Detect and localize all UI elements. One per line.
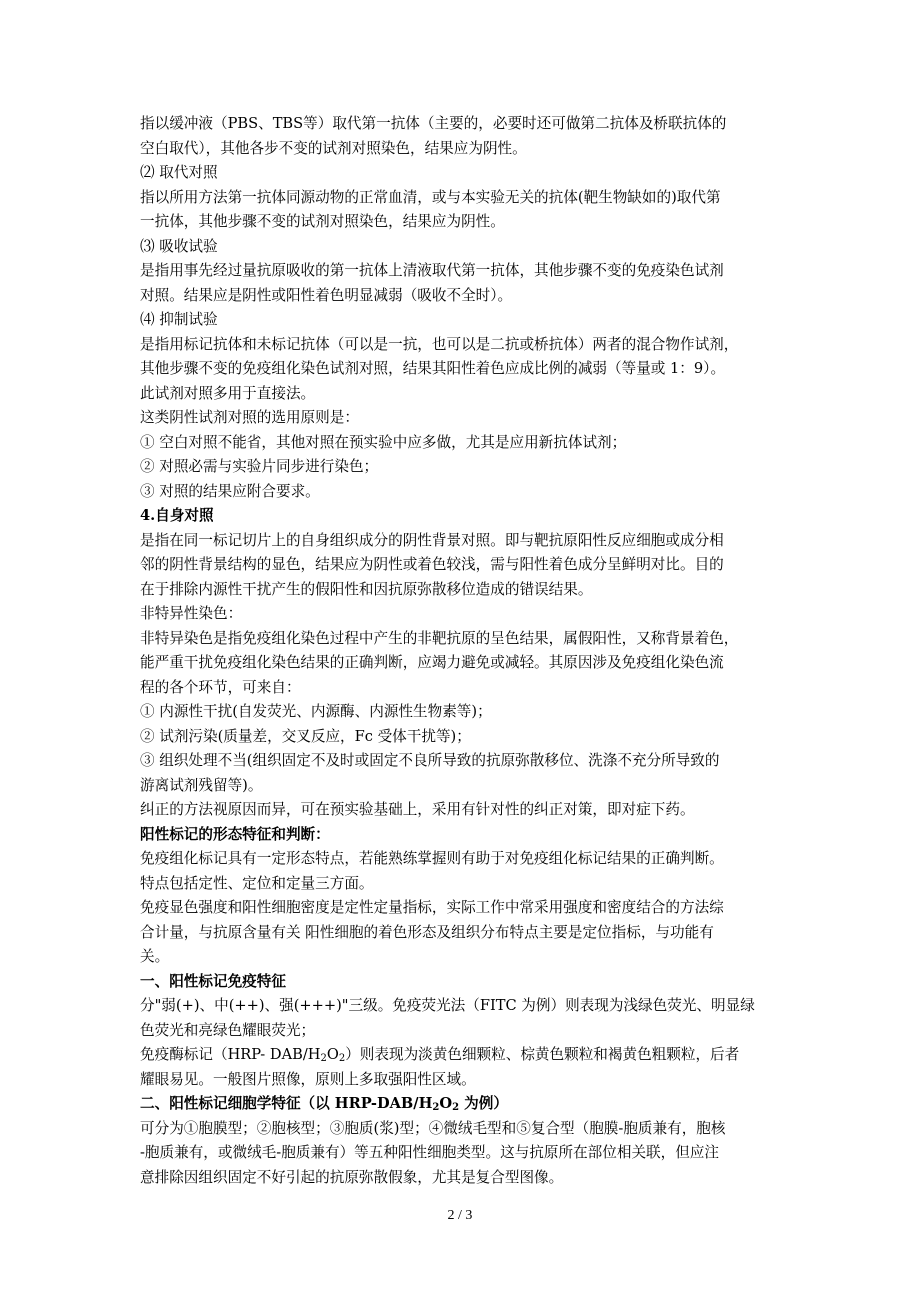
text-line: 指以缓冲液（PBS、TBS等）取代第一抗体（主要的，必要时还可做第二抗体及桥联抗体的: [140, 115, 727, 132]
subsection-title: ⑶ 吸收试验: [140, 237, 218, 255]
text-line: -胞质兼有，或微绒毛-胞质兼有）等五种阳性细胞类型。这与抗原所在部位相关联，但应注: [140, 1144, 720, 1161]
heading-fragment: 为例）: [459, 1095, 508, 1112]
text-line: 免疫组化标记具有一定形态特点，若能熟练掌握则有助于对免疫组化标记结果的正确判断。: [140, 850, 724, 867]
section-heading: 阳性标记的形态特征和判断：: [140, 825, 330, 843]
text-line-hrp: [140, 1043, 785, 1068]
text-line: 合计量，与抗原含量有关 阳性细胞的着色形态及组织分布特点主要是定位指标，与功能有: [140, 923, 714, 941]
text-line: 特点包括定性、定位和定量三方面。: [140, 874, 374, 892]
text-line: 游离试剂残留等)。: [140, 776, 263, 794]
page-number: 2 / 3: [447, 1208, 473, 1223]
text-line: 意排除因组织固定不好引起的抗原弥散假象，尤其是复合型图像。: [140, 1168, 564, 1186]
subscript: 2: [432, 1102, 440, 1113]
text-fragment: O: [326, 1046, 339, 1063]
text-fragment: 免疫酶标记（HRP- DAB/H: [140, 1046, 321, 1063]
text-line: 一抗体，其他步骤不变的试剂对照染色，结果应为阴性。: [140, 213, 505, 230]
text-line: 程的各个环节，可来自：: [140, 678, 301, 696]
text-line: 指以所用方法第一抗体同源动物的正常血清，或与本实验无关的抗体(靶生物缺如的)取代第: [140, 188, 721, 206]
list-item: ② 对照必需与实验片同步进行染色；: [140, 458, 379, 475]
text-line: 其他步骤不变的免疫组化染色试剂对照，结果其阳性着色应成比例的减弱（等量或 1：9）。: [140, 360, 726, 377]
list-item: ③ 组织处理不当(组织固定不及时或固定不良所导致的抗原弥散移位、洗涤不充分所导致的: [140, 752, 720, 769]
text-line: 这类阴性试剂对照的选用原则是：: [140, 409, 359, 426]
text-fragment: ）则表现为淡黄色细颗粒、棕黄色颗粒和褐黄色粗颗粒，后者: [345, 1046, 740, 1063]
subscript: 2: [320, 1053, 327, 1064]
subsection-title: ⑵ 取代对照: [140, 164, 218, 181]
text-line: 此试剂对照多用于直接法。: [140, 384, 316, 402]
text-line: 可分为①胞膜型；②胞核型；③胞质(浆)型；④微绒毛型和⑤复合型（胞膜-胞质兼有，胞核: [140, 1119, 726, 1137]
text-line: 分"弱(+)、中(++)、强(+++)"三级。免疫荧光法（FITC 为例）则表现为浅绿色荧光、明显绿: [140, 997, 755, 1014]
text-line: 能严重干扰免疫组化染色结果的正确判断，应竭力避免或减轻。其原因涉及免疫组化染色流: [140, 654, 724, 671]
list-item: ① 内源性干扰(自发荧光、内源酶、内源性生物素等)；: [140, 703, 492, 720]
section-heading: 4.自身对照: [140, 507, 214, 524]
text-line: 邻的阴性背景结构的显色，结果应为阴性或着色较浅，需与阳性着色成分呈鲜明对比。目的: [140, 556, 724, 573]
subsection-title: ⑷ 抑制试验: [140, 311, 218, 328]
list-item: ③ 对照的结果应附合要求。: [140, 482, 320, 500]
text-line: 色荧光和亮绿色耀眼荧光；: [140, 1021, 316, 1039]
document-body: [140, 112, 785, 1190]
text-line: 对照。结果应是阴性或阳性着色明显减弱（吸收不全时）。: [140, 286, 513, 304]
section-heading: 一、阳性标记免疫特征: [140, 972, 286, 990]
text-line: 在于排除内源性干扰产生的假阳性和因抗原弥散移位造成的错误结果。: [140, 580, 593, 598]
list-item: ② 试剂污染(质量差，交叉反应，Fc 受体干扰等)；: [140, 727, 471, 745]
subscript: 2: [452, 1102, 460, 1113]
text-line: 免疫显色强度和阳性细胞密度是定性定量指标，实际工作中常采用强度和密度结合的方法综: [140, 899, 724, 916]
section-heading: [140, 1092, 785, 1117]
text-line: 非特异性染色：: [140, 605, 243, 622]
text-line: 关。: [140, 948, 170, 965]
list-item: ① 空白对照不能省，其他对照在预实验中应多做，尤其是应用新抗体试剂；: [140, 433, 627, 451]
heading-fragment: 二、阳性标记细胞学特征（以 HRP-DAB/H: [140, 1095, 433, 1112]
text-line: 非特异染色是指免疫组化染色过程中产生的非靶抗原的呈色结果，属假阳性，又称背景着色，: [140, 629, 739, 647]
text-line: 是指用事先经过量抗原吸收的第一抗体上清液取代第一抗体，其他步骤不变的免疫染色试剂: [140, 262, 724, 279]
text-line: 耀眼易见。一般图片照像，原则上多取强阳性区域。: [140, 1070, 476, 1088]
text-line: 空白取代），其他各步不变的试剂对照染色，结果应为阴性。: [140, 139, 527, 157]
subscript: 2: [338, 1053, 346, 1064]
text-line: 是指在同一标记切片上的自身组织成分的阴性背景对照。即与靶抗原阳性反应细胞或成分相: [140, 531, 724, 549]
text-line: 纠正的方法视原因而异，可在预实验基础上，采用有针对性的纠正对策，即对症下药。: [140, 801, 695, 818]
text-line: 是指用标记抗体和未标记抗体（可以是一抗，也可以是二抗或桥抗体）两者的混合物作试剂，: [140, 335, 739, 353]
heading-fragment: O: [439, 1095, 453, 1112]
